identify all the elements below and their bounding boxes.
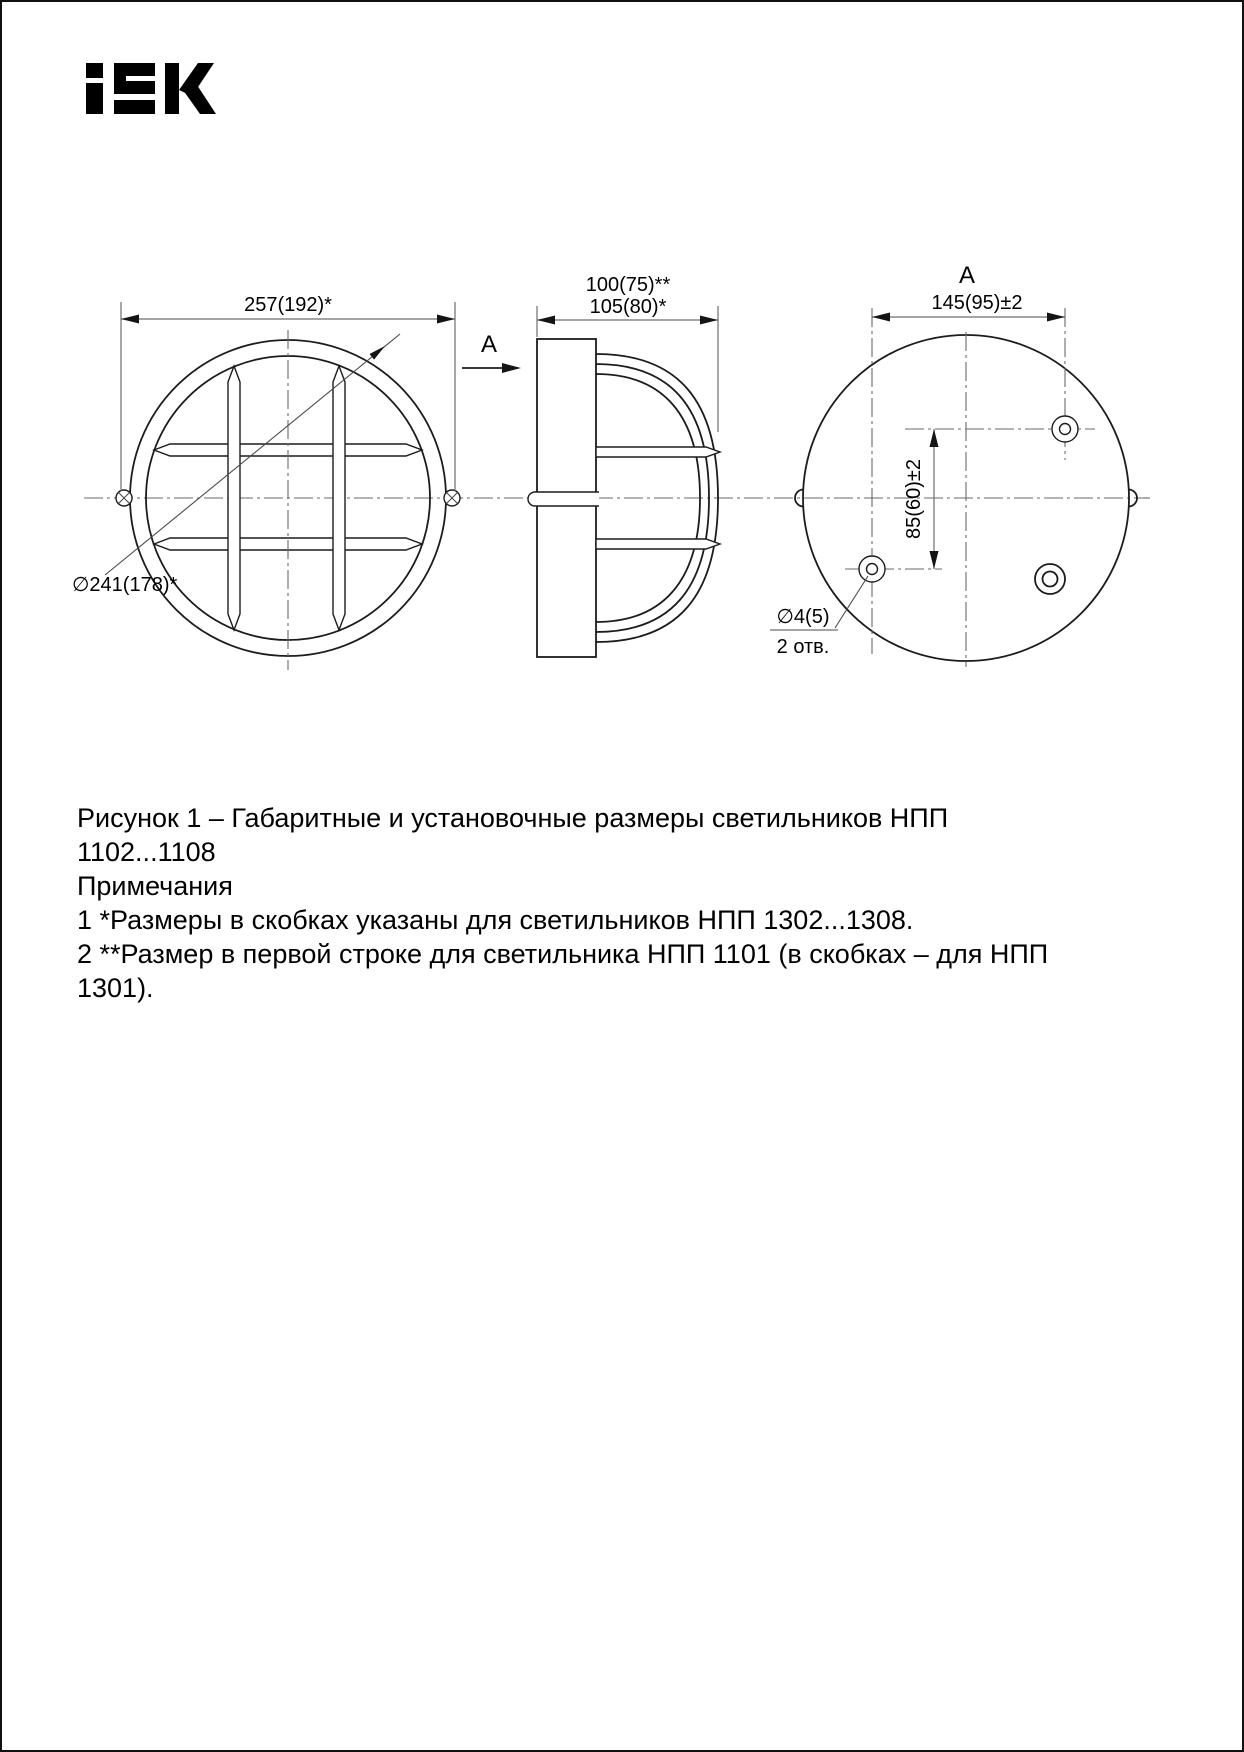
note-2: 2 **Размер в первой строке для светильника НПП 1101 (в скобках – для НПП 1301). <box>77 939 1049 1003</box>
notes-heading: Примечания <box>77 871 233 901</box>
side-depth-dim-line1: 100(75)** <box>585 274 671 296</box>
side-guard-bar-top <box>596 447 720 457</box>
front-left-screw <box>116 490 132 506</box>
side-guard-bar-bottom <box>596 539 720 549</box>
rear-vertical-dimension <box>903 429 939 569</box>
side-depth-dim-line2: 105(80)* <box>589 296 667 318</box>
view-a-direction-label: A <box>480 331 498 358</box>
rear-lower-mounting-hole <box>859 556 885 582</box>
front-guard-bar-vertical-right <box>333 366 345 630</box>
front-guard-bar-vertical-left <box>228 366 240 630</box>
side-view <box>462 274 720 657</box>
rear-upper-mounting-hole <box>1052 416 1078 442</box>
front-right-screw <box>444 490 460 506</box>
front-view <box>72 294 460 670</box>
note-1: 1 *Размеры в скобках указаны для светильников НПП 1302...1308. <box>77 905 914 935</box>
view-a-direction-arrow <box>462 331 521 373</box>
figure-caption <box>77 801 1057 1005</box>
rear-view <box>770 262 1137 667</box>
rear-hole-dia-label: ∅4(5) <box>776 606 830 628</box>
rear-horizontal-dimension <box>872 292 1065 322</box>
front-width-dim-label: 257(192)* <box>244 294 332 316</box>
iek-logo-icon <box>86 63 216 114</box>
figure-title: Рисунок 1 – Габаритные и установочные размеры светильников НПП 1102...1108 <box>77 803 949 867</box>
rear-view-label: A <box>958 262 976 289</box>
front-diffuser-dia-label: ∅241(178)* <box>72 574 178 596</box>
rear-hole-count-label: 2 отв. <box>776 636 830 658</box>
rear-cable-entry <box>1035 564 1065 594</box>
rear-vertical-dim-label: 85(60)±2 <box>903 459 925 539</box>
side-mounting-lug <box>528 492 599 506</box>
rear-horizontal-dim-label: 145(95)±2 <box>931 292 1023 314</box>
